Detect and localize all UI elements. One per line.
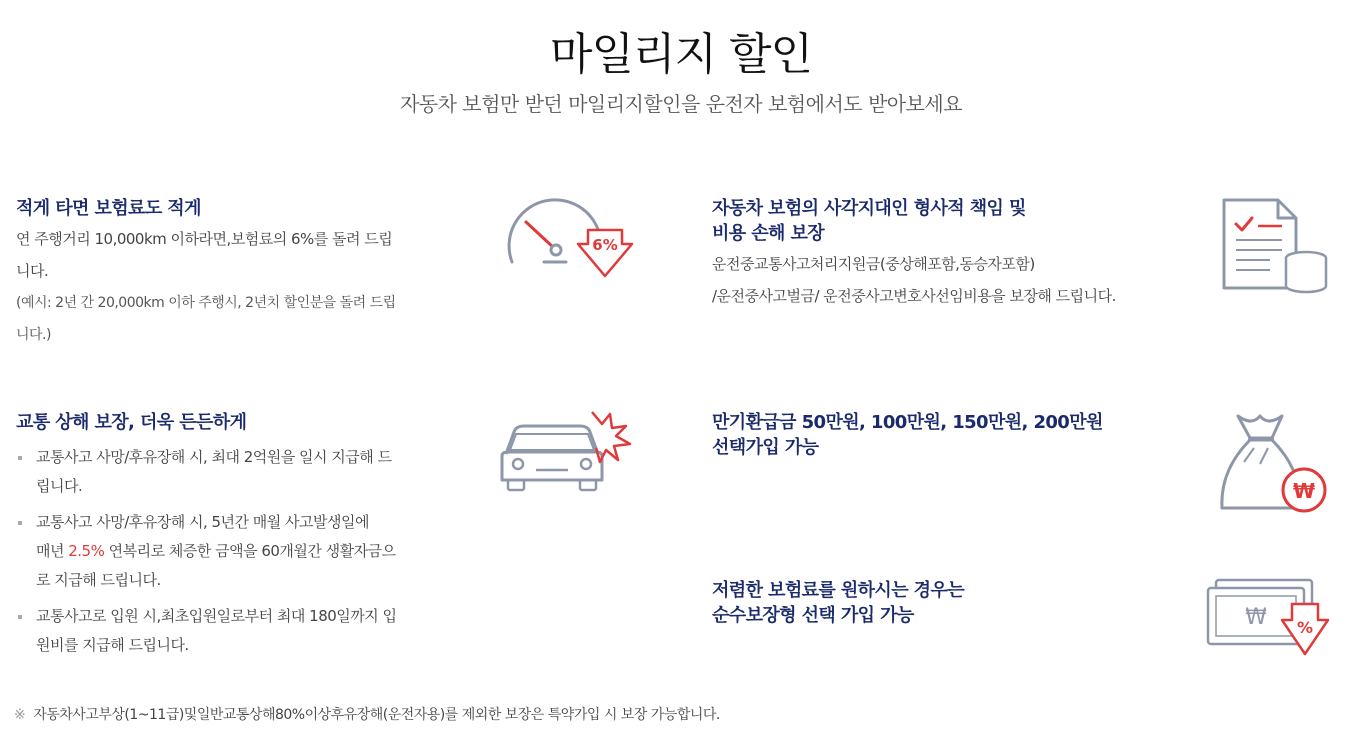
page-title: 마일리지 할인 [549, 29, 812, 80]
banknote-discount-icon [1206, 576, 1332, 658]
banknote-currency: ₩ [1245, 605, 1267, 630]
feature-mileage-text: 연 주행거리 10,000km 이하라면,보험료의 6%를 돌려 드립니다. [16, 230, 393, 280]
page-subtitle: 자동차 보험만 받던 마일리지할인을 운전자 보험에서도 받아보세요 [399, 92, 963, 116]
banknote-badge: % [1296, 618, 1314, 637]
footnote [14, 704, 720, 724]
reference-mark-icon: ※ [14, 707, 26, 723]
feature-refund-title-line1: 만기환급금 50만원, 100만원, 150만원, 200만원 [712, 412, 1103, 433]
document-coins-icon [1220, 196, 1332, 294]
feature-criminal-text-line2: /운전중사고벌금/ 운전중사고변호사선임비용을 보장해 드립니다. [712, 287, 1116, 305]
feature-criminal-title-line1: 자동차 보험의 사각지대인 형사적 책임 및 [712, 198, 1026, 219]
list-item-text: 매년 [36, 542, 69, 560]
list-item: 교통사고로 입원 시,최초입원일로부터 최대 180일까지 입원비를 지급해 드립니다. [16, 602, 400, 660]
feature-injury-title: 교통 상해 보장, 더욱 든든하게 [16, 412, 247, 433]
list-item-text: 연복리로 체증한 금액을 60개월간 생활자금으로 지급해 드립니다. [36, 542, 396, 589]
feature-pure-title-line2: 순수보장형 선택 가입 가능 [712, 605, 914, 626]
feature-mileage-note: (예시: 2년 간 20,000km 이하 주행시, 2년치 할인분을 돌려 드립니다.) [16, 295, 396, 343]
rate-highlight: 2.5% [68, 542, 105, 560]
feature-mileage [16, 196, 396, 351]
list-item: 교통사고 사망/후유장해 시, 최대 2억원을 일시 지급해 드립니다. [16, 443, 400, 501]
feature-injury-list [16, 443, 400, 660]
feature-pure [712, 578, 1172, 628]
footnote-text: 자동차사고부상(1~11급)및일반교통상해80%이상후유장해(운전자용)를 제외한 보장은 특약가입 시 보장 가능합니다. [33, 707, 720, 723]
feature-criminal-title-line2: 비용 손해 보장 [712, 223, 825, 244]
money-bag-icon [1218, 408, 1332, 514]
car-crash-icon [496, 408, 636, 496]
feature-refund-title-line2: 선택가입 가능 [712, 437, 819, 458]
feature-pure-title-line1: 저렴한 보험료를 원하시는 경우는 [712, 580, 965, 601]
feature-refund [712, 410, 1172, 460]
money-bag-currency: ₩ [1292, 479, 1316, 503]
feature-mileage-title: 적게 타면 보험료도 적게 [16, 198, 201, 219]
speedometer-badge: 6% [592, 236, 618, 254]
feature-criminal-text-line1: 운전중교통사고처리지원금(중상해포함,동승자포함) [712, 255, 1035, 273]
feature-criminal [712, 196, 1172, 312]
feature-injury [16, 410, 400, 667]
list-item-line1: 교통사고 사망/후유장해 시, 5년간 매월 사고발생일에 [36, 513, 369, 531]
speedometer-icon [500, 196, 636, 278]
list-item [16, 508, 400, 595]
